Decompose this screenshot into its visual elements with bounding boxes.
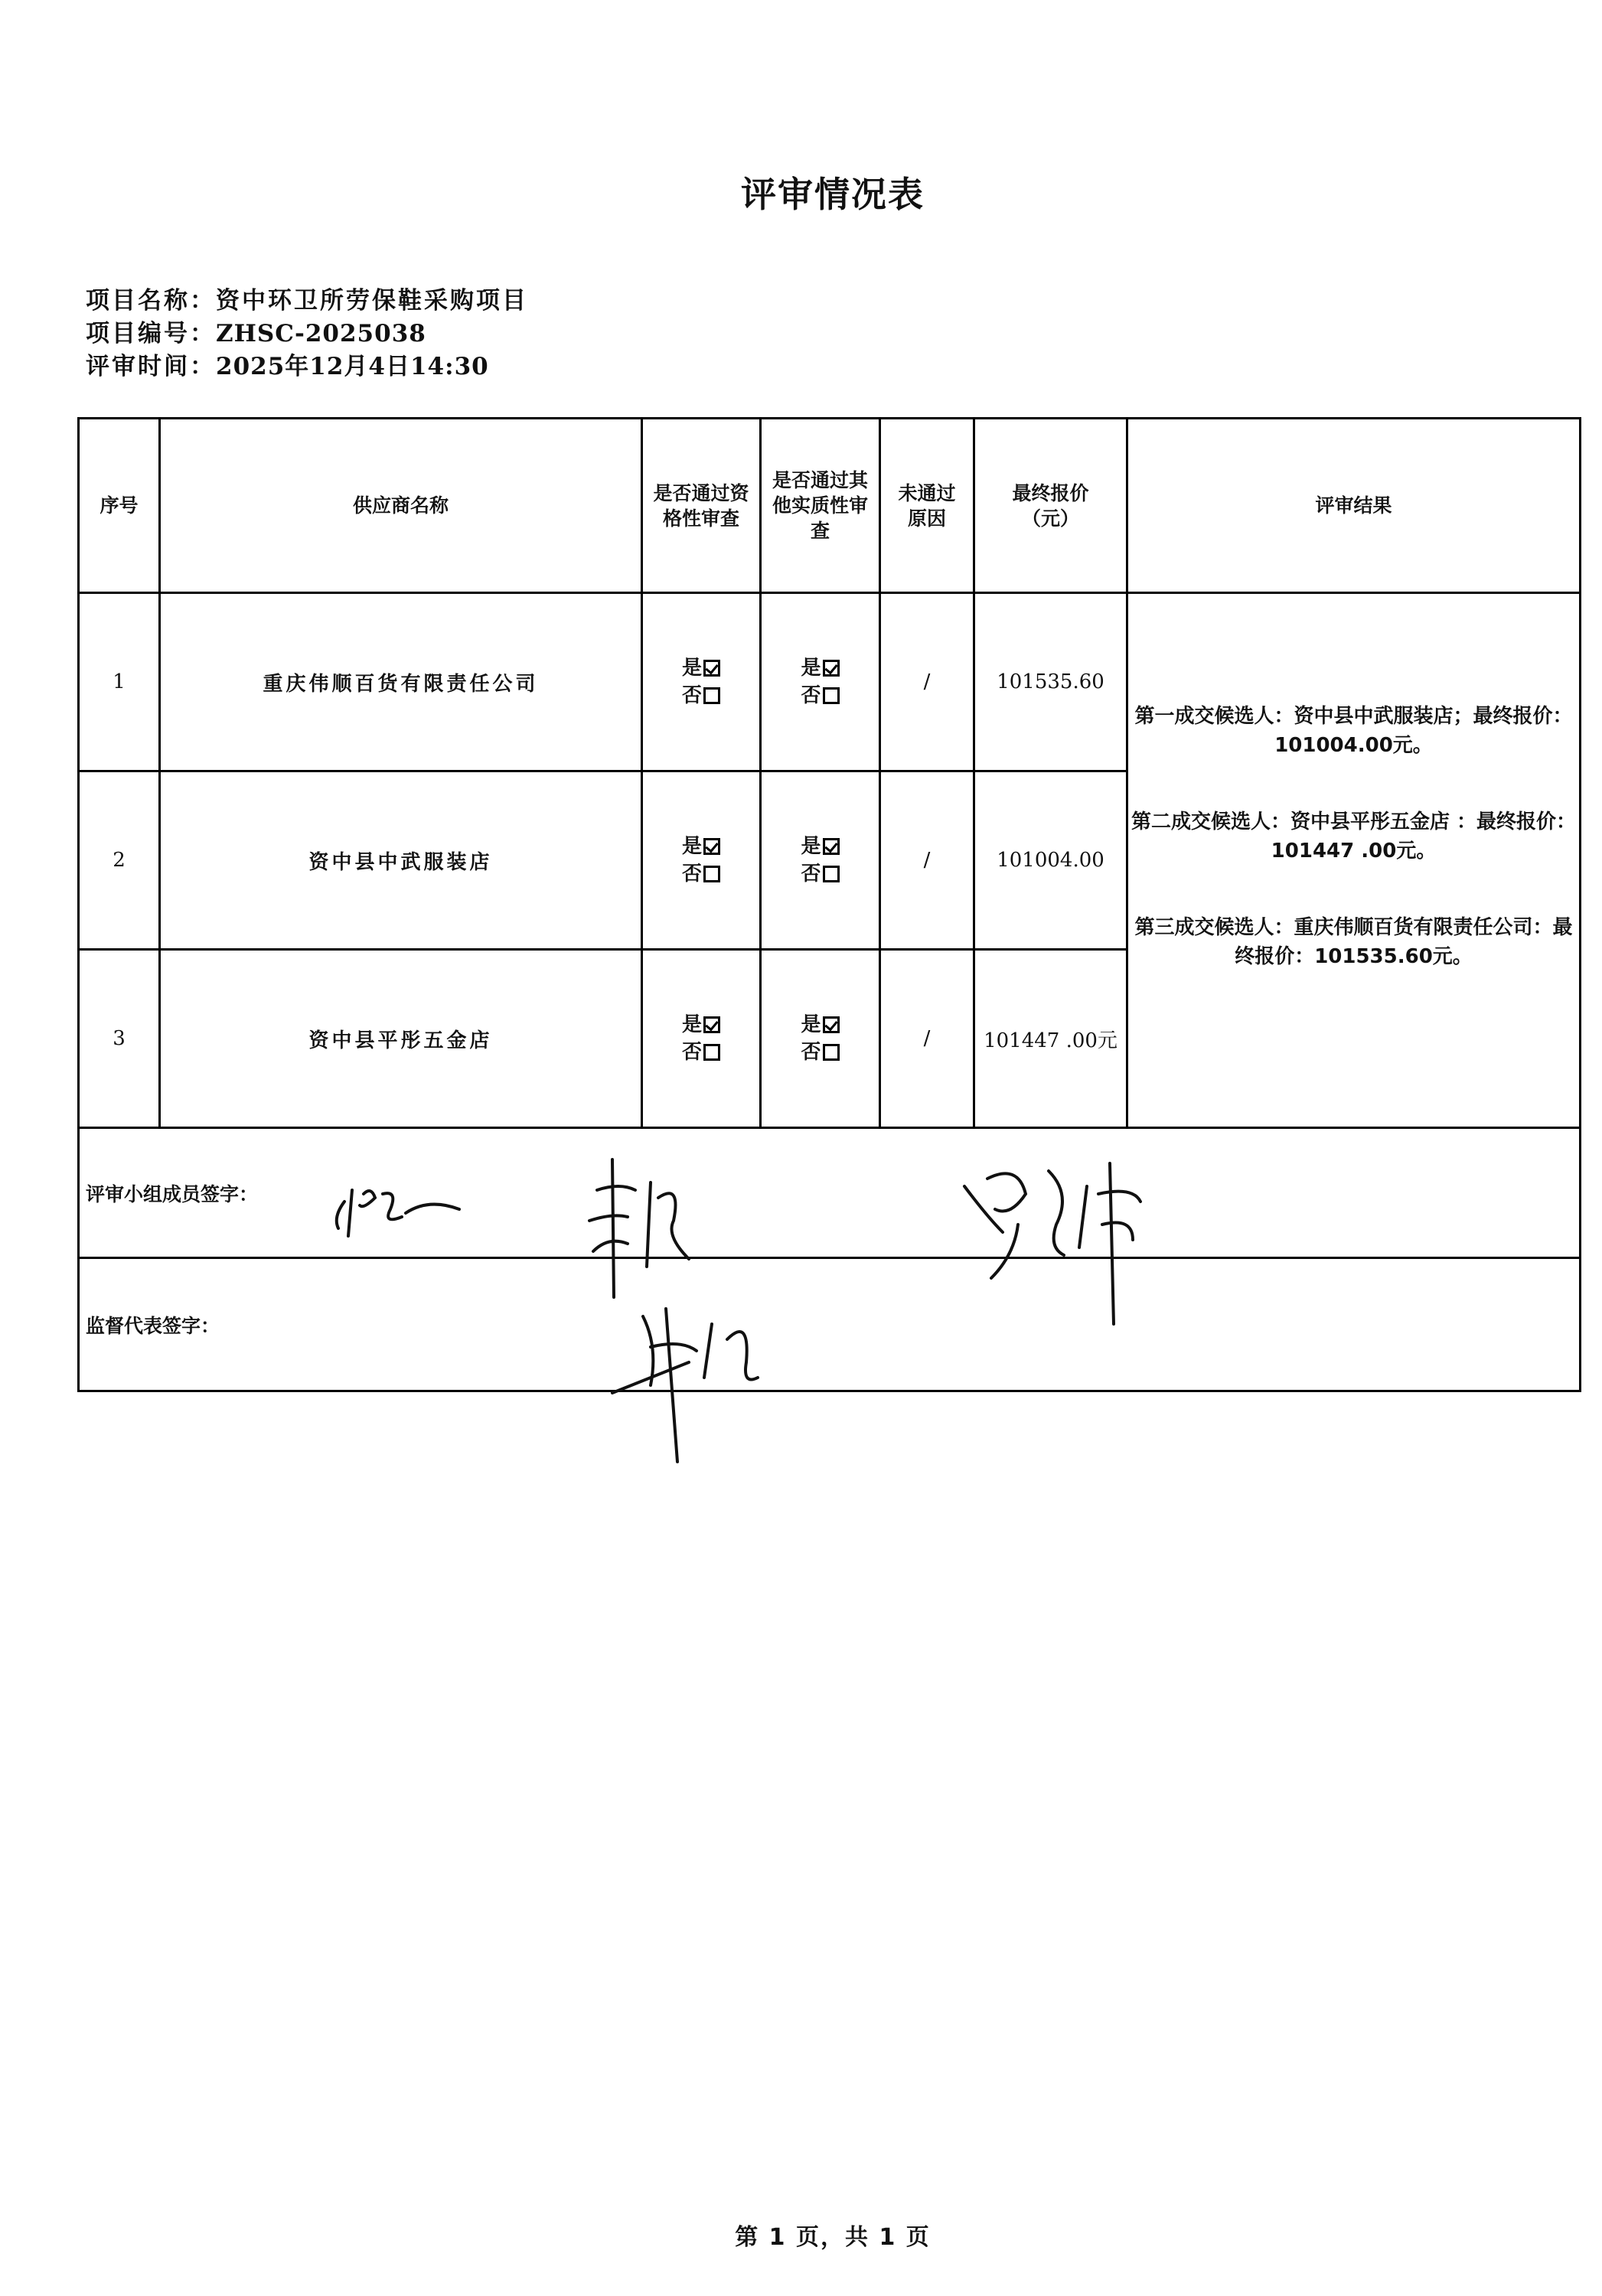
row-final-price: 101535.60 [974,593,1127,771]
supervisor-signature-label: 监督代表签字： [86,1314,220,1337]
row-fail-reason: / [880,593,974,771]
header-final-price-line2: （元） [1021,507,1079,530]
review-time-value: 2025年12月4日14:30 [216,353,489,380]
empty-box-icon [703,866,720,882]
document-title: 评审情况表 [741,174,925,215]
project-code-line [86,318,528,351]
row-substantive-check [761,593,880,771]
checked-box-icon [703,1016,720,1033]
result-third-candidate: 第三成交候选人：重庆伟顺百货有限责任公司：最终报价：101535.60元。 [1134,916,1573,968]
table-header-row [79,419,1581,593]
page-number: 第 1 页，共 1 页 [735,2224,931,2251]
header-final-price-line1: 最终报价 [1012,481,1089,504]
result-first-candidate: 第一成交候选人：资中县中武服装店；最终报价：101004.00元。 [1134,705,1573,757]
checked-box-icon [703,838,720,855]
row-fail-reason: / [880,771,974,950]
panel-signature-cell [79,1128,1581,1258]
header-seq: 序号 [79,419,160,593]
checked-box-icon [823,838,840,855]
project-name-value: 资中环卫所劳保鞋采购项目 [216,287,528,315]
project-code-label: 项目编号： [86,320,216,347]
yes-option: 是 [643,833,759,860]
row-seq: 1 [79,593,160,771]
no-option: 否 [643,682,759,709]
no-option: 否 [643,1039,759,1066]
no-option: 否 [762,860,879,888]
checked-box-icon [823,1016,840,1033]
header-final-price [974,419,1127,593]
header-substantive-line2: 他实质性审 [772,494,868,517]
row-supplier: 资中县中武服装店 [160,771,642,950]
table-row [79,593,1581,771]
header-fail-reason-line2: 原因 [907,507,946,530]
row-fail-reason: / [880,950,974,1128]
supervisor-signature-cell [79,1258,1581,1391]
row-substantive-check [761,950,880,1128]
yes-option: 是 [643,1011,759,1039]
no-option: 否 [762,682,879,709]
empty-box-icon [703,687,720,704]
yes-option: 是 [762,1011,879,1039]
row-qualification-check [642,950,761,1128]
row-qualification-check [642,593,761,771]
header-substantive [761,419,880,593]
header-supplier: 供应商名称 [160,419,642,593]
header-qualification-line2: 格性审查 [662,507,739,530]
row-substantive-check [761,771,880,950]
project-name-line [86,285,528,318]
review-result-cell [1127,593,1581,1128]
header-substantive-line3: 查 [810,520,830,542]
project-info [86,285,528,383]
header-qualification-line1: 是否通过资 [653,481,749,504]
review-table [77,417,1581,1392]
panel-signature-row [79,1128,1581,1258]
no-option: 否 [643,860,759,888]
yes-option: 是 [762,833,879,860]
project-name-label: 项目名称： [86,287,216,315]
header-substantive-line1: 是否通过其 [772,469,868,491]
header-qualification [642,419,761,593]
checked-box-icon [703,660,720,677]
result-second-candidate: 第二成交候选人：资中县平彤五金店 ：最终报价：101447 .00元。 [1131,810,1577,863]
empty-box-icon [823,866,840,882]
project-code-value: ZHSC-2025038 [216,320,426,347]
row-seq: 3 [79,950,160,1128]
header-result: 评审结果 [1127,419,1581,593]
row-final-price: 101447 .00元 [974,950,1127,1128]
row-supplier: 重庆伟顺百货有限责任公司 [160,593,642,771]
row-final-price: 101004.00 [974,771,1127,950]
no-option: 否 [762,1039,879,1066]
header-fail-reason [880,419,974,593]
review-time-line [86,351,528,383]
row-qualification-check [642,771,761,950]
empty-box-icon [823,687,840,704]
header-fail-reason-line1: 未通过 [898,481,956,504]
yes-option: 是 [643,654,759,682]
yes-option: 是 [762,654,879,682]
supervisor-signature-row [79,1258,1581,1391]
empty-box-icon [823,1044,840,1061]
empty-box-icon [703,1044,720,1061]
row-supplier: 资中县平彤五金店 [160,950,642,1128]
panel-signature-label: 评审小组成员签字： [86,1182,259,1205]
review-time-label: 评审时间： [86,353,216,380]
checked-box-icon [823,660,840,677]
row-seq: 2 [79,771,160,950]
